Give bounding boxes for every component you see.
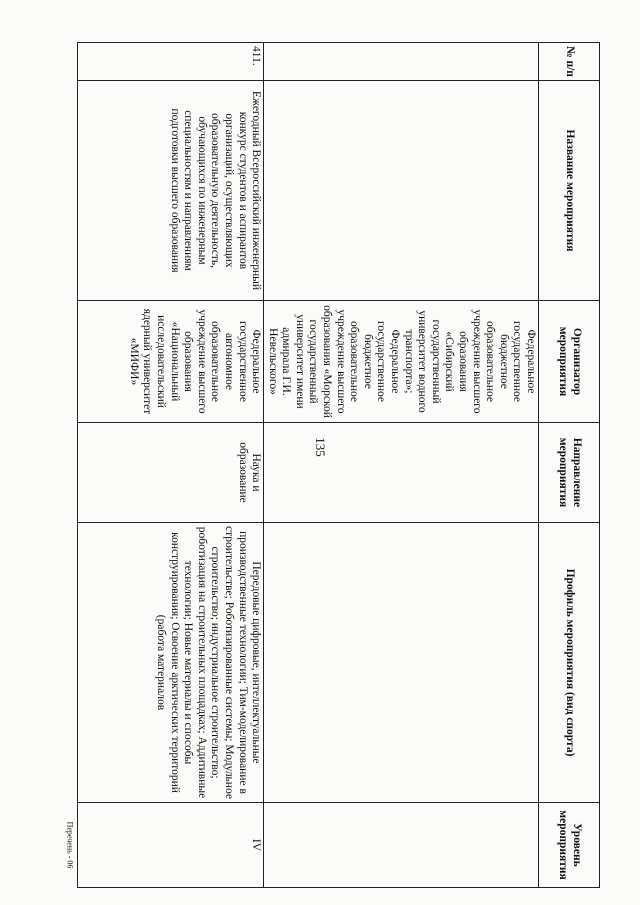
cell-name [264,81,539,301]
header-direction: Направление мероприятия [539,423,600,523]
cell-organizer: Федеральное государственное бюджетное образовательное учреждение высшего образования «Сибирский государственный университет водного транспорта»; Федеральное государственное бюджетное образовательное учреждение высшего образования «Морской государственный университет имени адмирала Г.И. Невельского» [264,301,539,423]
header-level: Уровень мероприятия [539,803,600,888]
cell-direction [264,423,539,523]
cell-profile: Передовые цифровые, интеллектуальные производственные технологии; Тим-моделирование в строительстве; Роботизированные системы; Модульное строительство; индустриальное строительство; роботизация на строительных площадках; Аддитивные технологии; Новые материалы и способы конструирования; Освоение арктических территорий (работа материалов [78,523,264,803]
cell-num [264,43,539,81]
header-name: Название мероприятия [539,81,600,301]
header-profile: Профиль мероприятия (вид спорта) [539,523,600,803]
page-number: 135 [313,437,328,457]
header-organizer: Организатор мероприятия [539,301,600,423]
cell-organizer: Федеральное государственное автономное образовательное учреждение высшего образования «Национальный исследовательский ядерный университет «МИФИ» [78,301,264,423]
cell-name: Ежегодный Всероссийский инженерный конкурс студентов и аспирантов организаций, осуществляющих образовательную деятельность, обучающихся по инженерным специальностям и направлениям подготовки высшего образования [78,81,264,301]
rotated-table-area [100,42,600,887]
cell-level: IV [78,803,264,888]
table-row [78,43,264,888]
header-num: № п/п [539,43,600,81]
cell-num: 411. [78,43,264,81]
cell-direction: Наука и образование [78,423,264,523]
cell-profile [264,523,539,803]
footer-text: Перечень - 06 [65,821,75,869]
events-table [77,42,600,888]
header-row [539,43,600,888]
table-row [264,43,539,888]
cell-level [264,803,539,888]
